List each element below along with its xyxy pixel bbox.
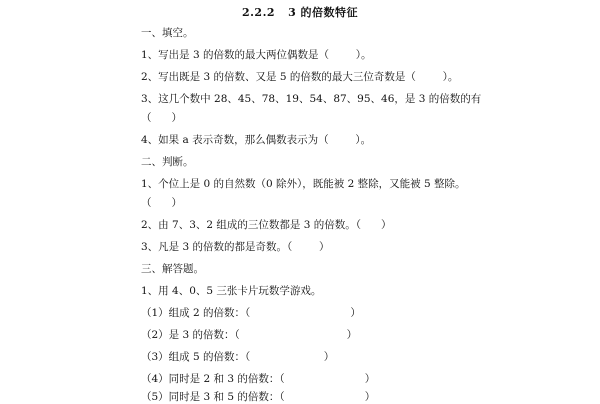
question-3-1-sub5: （5）同时是 3 和 5 的倍数：（ ） [141,391,376,403]
question-1-2: 2、写出既是 3 的倍数、又是 5 的倍数的最大三位奇数是（ ）。 [141,71,459,83]
section-heading-fill-blank: 一、填空。 [141,27,194,39]
question-3-1-sub3: （3）组成 5 的倍数：（ ） [141,351,335,363]
question-2-2: 2、由 7、3、2 组成的三位数都是 3 的倍数。（ ） [141,219,392,231]
question-3-1-sub4: （4）同时是 2 和 3 的倍数：（ ） [141,373,376,385]
question-3-1: 1、用 4、0、5 三张卡片玩数学游戏。 [141,285,322,297]
question-1-3-blank: （ ） [141,112,183,124]
section-heading-judge: 二、判断。 [141,156,194,168]
question-3-1-sub1: （1）组成 2 的倍数：（ ） [141,307,361,319]
question-2-1-blank: （ ） [141,197,183,209]
worksheet-title: 2.2.2 3 的倍数特征 [241,6,359,19]
question-3-1-sub2: （2）是 3 的倍数：（ ） [141,329,358,341]
question-2-1: 1、个位上是 0 的自然数（0 除外），既能被 2 整除，又能被 5 整除。 [141,178,466,190]
question-1-3: 3、这几个数中 28、45、78、19、54、87、95、46，是 3 的倍数的有 [141,93,482,105]
question-1-4: 4、如果 a 表示奇数，那么偶数表示为（ ）。 [141,134,372,146]
question-2-3: 3、凡是 3 的倍数的都是奇数。（ ） [141,241,330,253]
question-1-1: 1、写出是 3 的倍数的最大两位偶数是（ ）。 [141,49,372,61]
section-heading-answer: 三、解答题。 [141,263,204,275]
